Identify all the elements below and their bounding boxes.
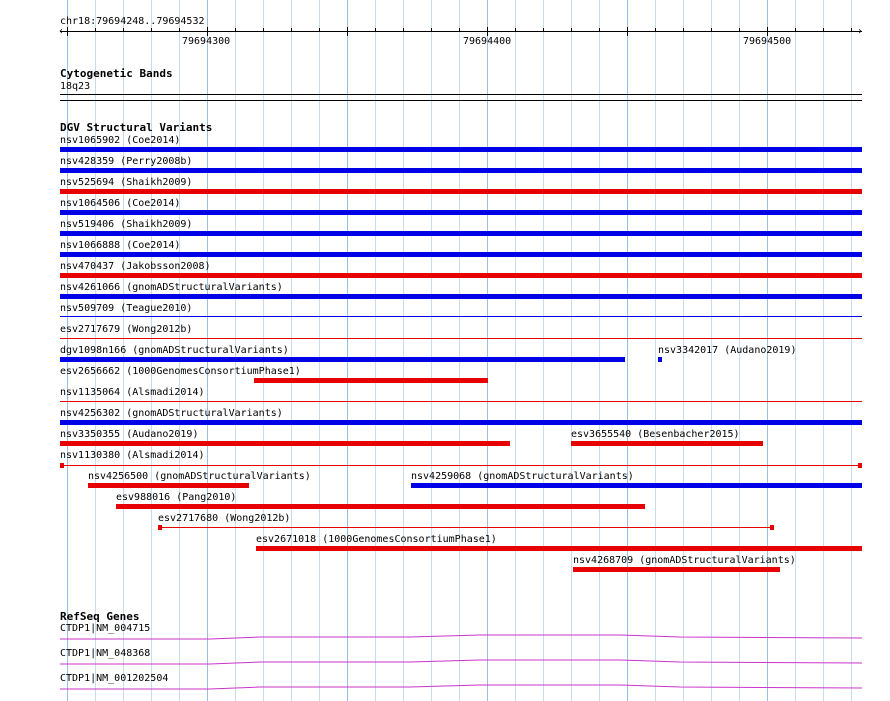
variant-label[interactable]: nsv4256302 (gnomADStructuralVariants) <box>60 408 283 419</box>
variant-bar[interactable] <box>256 546 862 551</box>
gene-label[interactable]: CTDP1|NM_004715 <box>60 623 151 634</box>
cytoband-label: 18q23 <box>60 81 91 92</box>
grid-line <box>319 0 320 701</box>
variant-label[interactable]: dgv1098n166 (gnomADStructuralVariants) <box>60 345 289 356</box>
ruler-tick <box>291 28 292 32</box>
ruler-tick <box>235 28 236 32</box>
grid-line <box>487 0 488 701</box>
variant-endcap <box>858 463 862 468</box>
grid-line <box>851 0 852 701</box>
variant-label[interactable]: nsv1130380 (Alsmadi2014) <box>60 450 205 461</box>
variant-bar[interactable] <box>60 252 862 257</box>
variant-endcap <box>158 525 162 530</box>
grid-line <box>543 0 544 701</box>
variant-endcap <box>60 463 64 468</box>
grid-line <box>571 0 572 701</box>
ruler-axis[interactable] <box>60 31 862 32</box>
variant-label[interactable]: esv2656662 (1000GenomesConsortiumPhase1) <box>60 366 301 377</box>
variant-label[interactable]: nsv4261066 (gnomADStructuralVariants) <box>60 282 283 293</box>
ruler-tick <box>151 28 152 32</box>
variant-label[interactable]: nsv509709 (Teague2010) <box>60 303 193 314</box>
variant-label[interactable]: nsv1065902 (Coe2014) <box>60 135 181 146</box>
variant-label[interactable]: nsv470437 (Jakobsson2008) <box>60 261 211 272</box>
variant-label[interactable]: nsv1066888 (Coe2014) <box>60 240 181 251</box>
variant-bar[interactable] <box>254 378 488 383</box>
variant-label[interactable]: nsv4259068 (gnomADStructuralVariants) <box>411 471 634 482</box>
variant-bar[interactable] <box>60 294 862 299</box>
ruler-tick <box>207 27 208 36</box>
variant-bar[interactable] <box>411 483 862 488</box>
ruler-tick <box>543 28 544 32</box>
variant-bar[interactable] <box>60 273 862 278</box>
grid-line <box>291 0 292 701</box>
track-title-dgv[interactable]: DGV Structural Variants <box>60 121 213 134</box>
variant-label[interactable]: esv988016 (Pang2010) <box>116 492 237 503</box>
variant-label[interactable]: nsv3342017 (Audano2019) <box>658 345 797 356</box>
ruler-tick <box>123 28 124 32</box>
variant-label[interactable]: nsv4268709 (gnomADStructuralVariants) <box>573 555 796 566</box>
variant-line[interactable] <box>158 527 773 528</box>
variant-label[interactable]: nsv1135064 (Alsmadi2014) <box>60 387 205 398</box>
ruler-tick <box>683 28 684 32</box>
variant-bar[interactable] <box>60 420 862 425</box>
ruler-tick <box>767 27 768 36</box>
ruler-tick <box>571 28 572 32</box>
variant-label[interactable]: nsv4256500 (gnomADStructuralVariants) <box>88 471 311 482</box>
variant-bar[interactable] <box>573 567 780 572</box>
variant-bar[interactable] <box>60 147 862 152</box>
grid-line <box>347 0 348 701</box>
ruler-tick <box>67 27 68 36</box>
ruler-tick <box>179 28 180 32</box>
grid-line <box>655 0 656 701</box>
ruler-tick <box>319 28 320 32</box>
cytoband-bar[interactable] <box>60 94 862 95</box>
track-title-cytobands[interactable]: Cytogenetic Bands <box>60 67 173 80</box>
grid-line <box>599 0 600 701</box>
variant-label[interactable]: nsv519406 (Shaikh2009) <box>60 219 193 230</box>
variant-bar[interactable] <box>60 357 625 362</box>
variant-bar[interactable] <box>116 504 645 509</box>
ruler-tick <box>347 27 348 36</box>
ruler-tick-label: 79694300 <box>182 36 231 47</box>
variant-bar[interactable] <box>60 168 862 173</box>
variant-label[interactable]: nsv3350355 (Audano2019) <box>60 429 199 440</box>
grid-line <box>431 0 432 701</box>
variant-bar[interactable] <box>60 231 862 236</box>
variant-label[interactable]: nsv1064506 (Coe2014) <box>60 198 181 209</box>
grid-line <box>823 0 824 701</box>
grid-line <box>459 0 460 701</box>
ruler-right-arrow-icon: › <box>857 26 864 37</box>
ruler-tick <box>459 28 460 32</box>
ruler-tick <box>403 28 404 32</box>
variant-bar[interactable] <box>658 357 662 362</box>
grid-line <box>375 0 376 701</box>
region-label: chr18:79694248..79694532 <box>60 16 205 27</box>
ruler-tick <box>851 28 852 32</box>
variant-label[interactable]: esv2717680 (Wong2012b) <box>158 513 291 524</box>
variant-bar[interactable] <box>571 441 763 446</box>
ruler-tick <box>487 27 488 36</box>
gene-line[interactable] <box>60 632 862 642</box>
variant-bar[interactable] <box>60 210 862 215</box>
ruler-tick <box>627 27 628 36</box>
grid-line <box>627 0 628 701</box>
variant-bar[interactable] <box>60 441 510 446</box>
variant-label[interactable]: esv3655540 (Besenbacher2015) <box>571 429 740 440</box>
grid-line <box>515 0 516 701</box>
ruler-tick <box>375 28 376 32</box>
variant-label[interactable]: nsv525694 (Shaikh2009) <box>60 177 193 188</box>
ruler-tick <box>823 28 824 32</box>
ruler-tick <box>739 28 740 32</box>
track-divider <box>60 100 862 101</box>
ruler-tick-label: 79694400 <box>463 36 512 47</box>
variant-line[interactable] <box>60 338 862 339</box>
variant-line[interactable] <box>60 401 862 402</box>
variant-label[interactable]: nsv428359 (Perry2008b) <box>60 156 193 167</box>
variant-line[interactable] <box>60 316 862 317</box>
track-title-refseq[interactable]: RefSeq Genes <box>60 610 140 623</box>
ruler-tick <box>795 28 796 32</box>
variant-label[interactable]: esv2717679 (Wong2012b) <box>60 324 193 335</box>
ruler-tick <box>95 28 96 32</box>
ruler-tick <box>599 28 600 32</box>
variant-label[interactable]: esv2671018 (1000GenomesConsortiumPhase1) <box>256 534 497 545</box>
ruler-tick <box>655 28 656 32</box>
grid-line <box>403 0 404 701</box>
gene-line[interactable] <box>60 657 862 667</box>
variant-endcap <box>770 525 774 530</box>
ruler-tick <box>711 28 712 32</box>
variant-line[interactable] <box>60 465 862 466</box>
variant-bar[interactable] <box>88 483 249 488</box>
gene-line[interactable] <box>60 682 862 692</box>
ruler-tick <box>263 28 264 32</box>
ruler-tick <box>515 28 516 32</box>
ruler-tick-label: 79694500 <box>743 36 792 47</box>
gene-label[interactable]: CTDP1|NM_001202504 <box>60 673 169 684</box>
variant-bar[interactable] <box>60 189 862 194</box>
gene-label[interactable]: CTDP1|NM_048368 <box>60 648 151 659</box>
ruler-left-arrow-icon: ‹ <box>58 26 65 37</box>
ruler-tick <box>431 28 432 32</box>
